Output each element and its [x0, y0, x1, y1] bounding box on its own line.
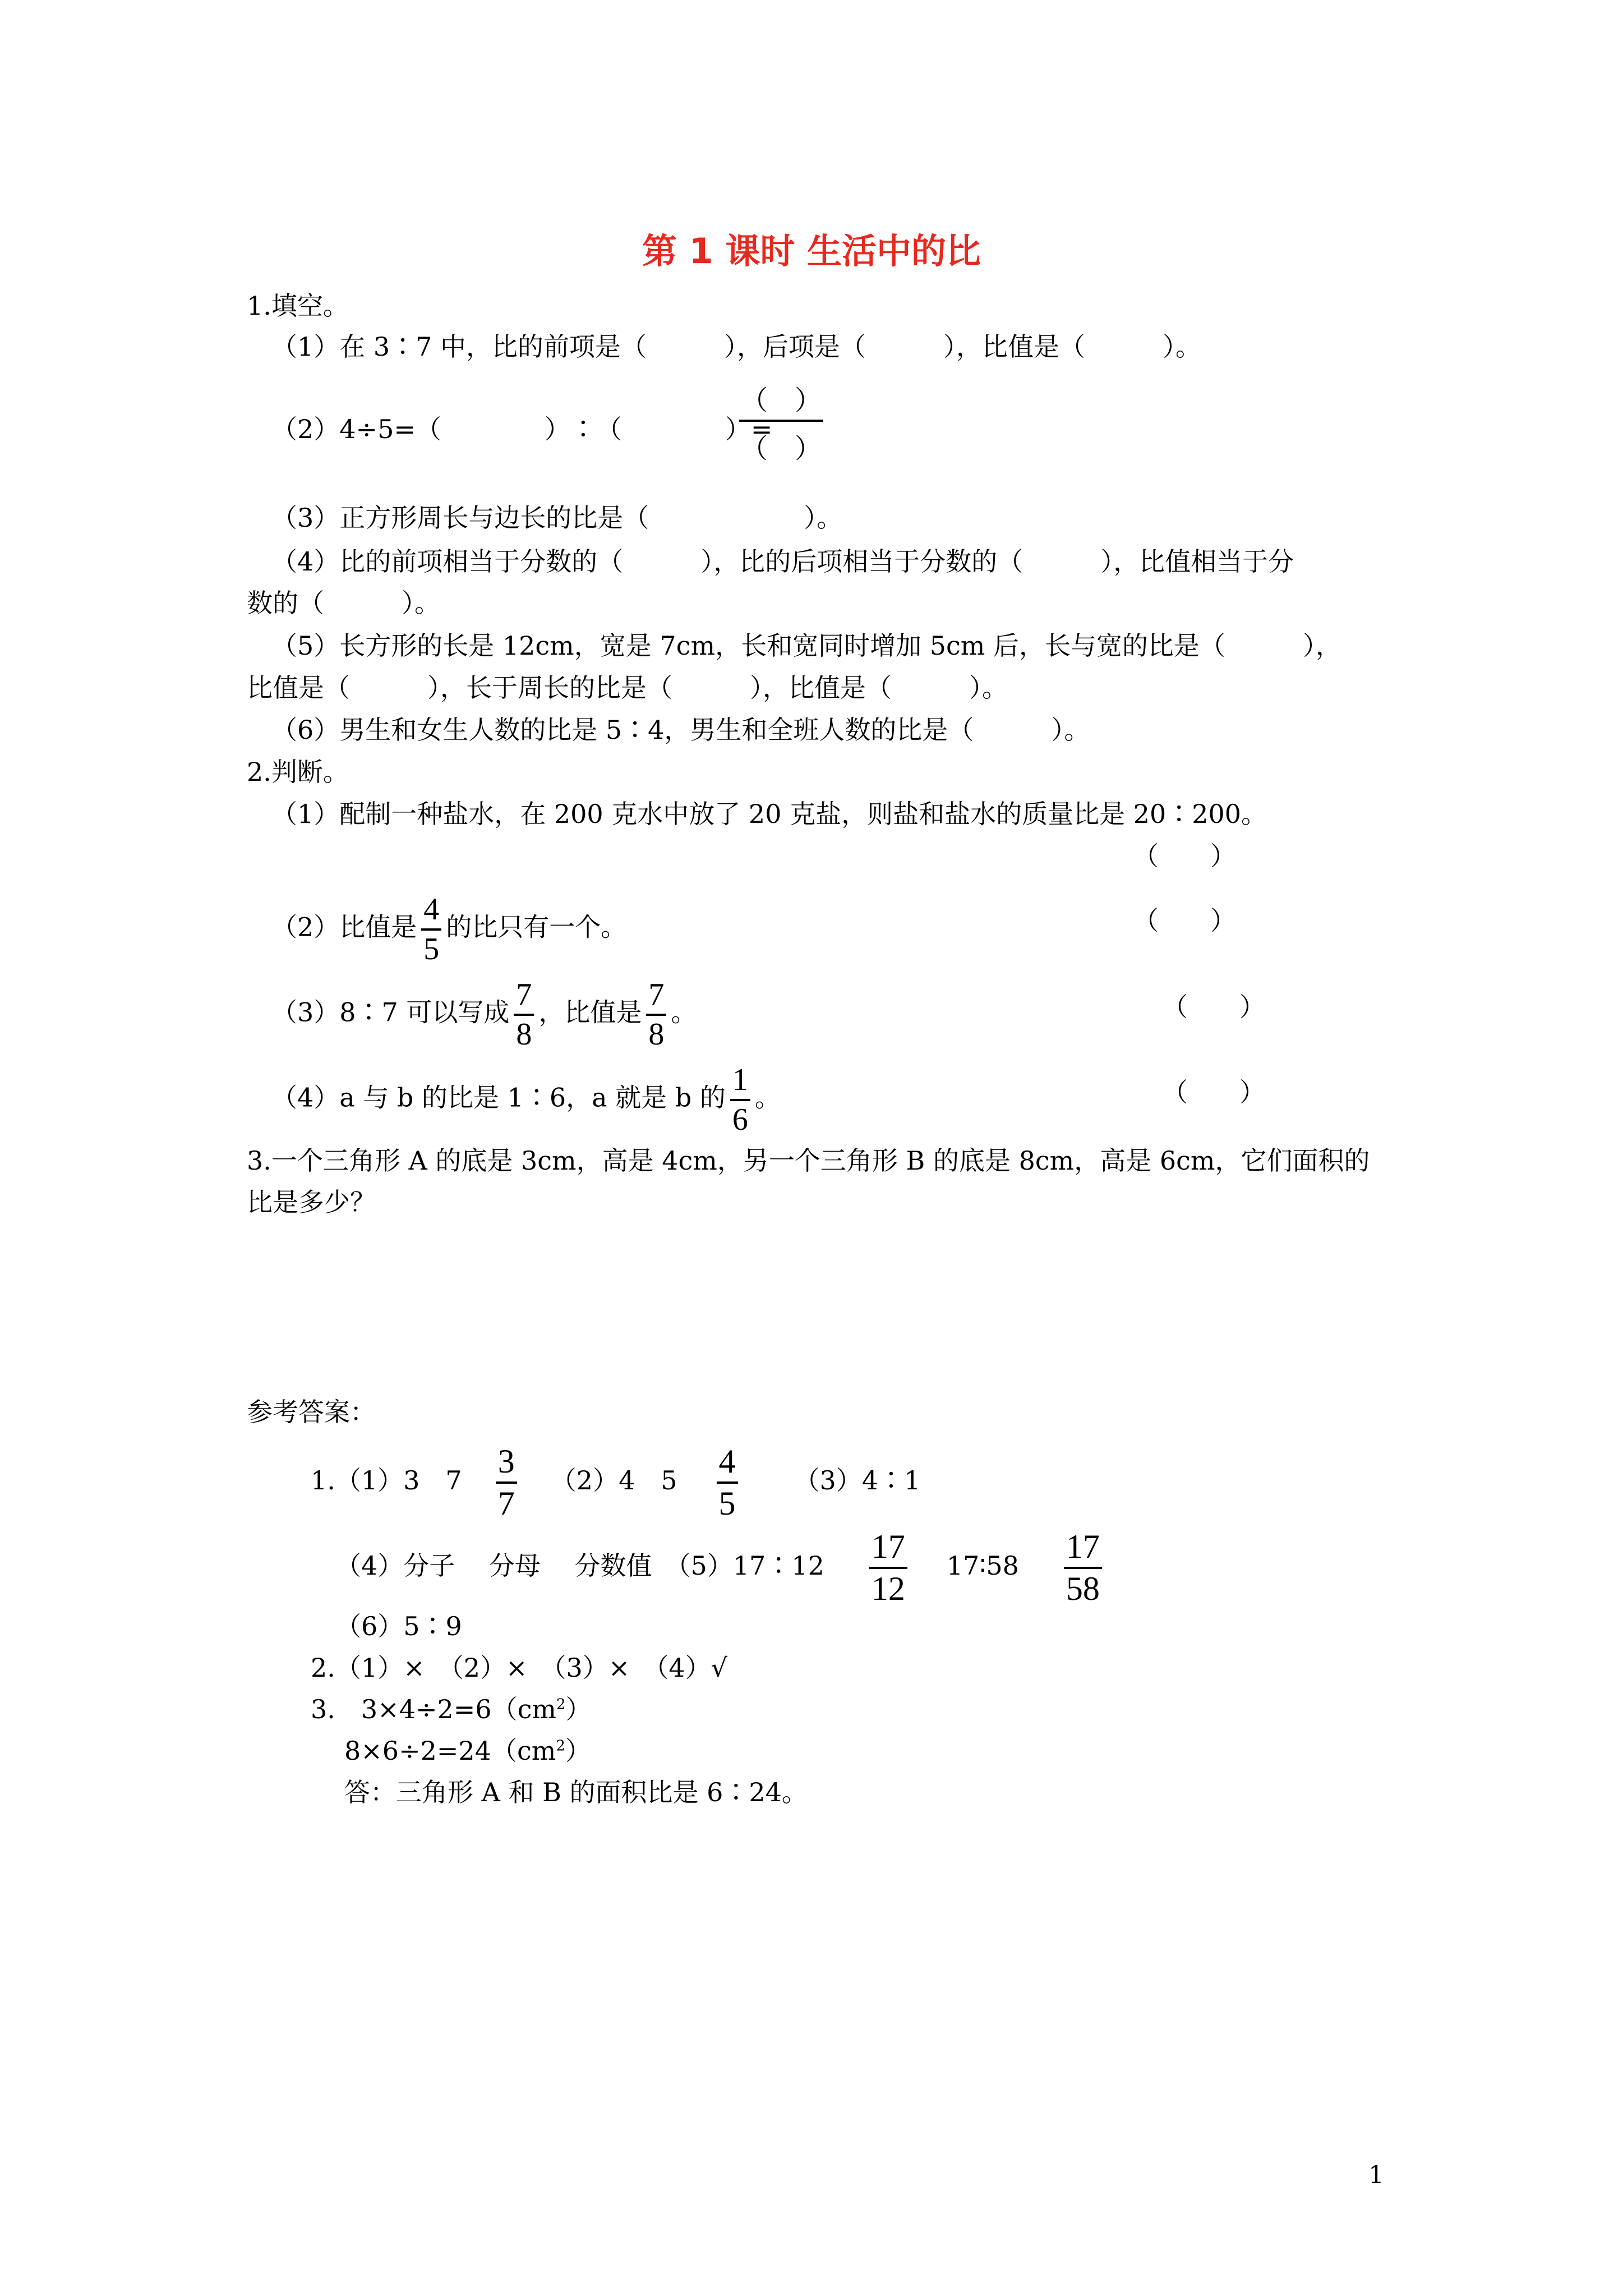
- denominator: 12: [871, 1570, 905, 1608]
- answers-heading: 参考答案：: [247, 1397, 376, 1427]
- superscript: 2: [556, 1737, 565, 1755]
- answer1-row2-part1: （4）分子 分母 分数值 （5）17∶12: [335, 1550, 824, 1581]
- answer3-line1: [311, 1696, 592, 1722]
- numerator: 1: [730, 1062, 750, 1101]
- numerator: 3: [496, 1443, 517, 1484]
- section1-q2-blank-fraction: [739, 385, 823, 464]
- answer1-part3: （3）4∶1: [794, 1465, 921, 1496]
- section2-heading: 2.判断。: [247, 757, 349, 787]
- section1-q5-line1: （5）长方形的长是 12cm，宽是 7cm，长和宽同时增加 5cm 后，长与宽的比是（ ），: [271, 631, 1341, 661]
- answer1-row3: （6）5∶9: [335, 1611, 462, 1641]
- section1-heading: 1.填空。: [247, 291, 349, 321]
- close-paren: ）: [565, 1694, 592, 1724]
- section3-line1: 3.一个三角形 A 的底是 3cm，高是 4cm，另一个三角形 B 的底是 8cm，高是 6cm，它们面积的: [247, 1145, 1370, 1176]
- q2-prefix: （2）比值是: [271, 912, 417, 942]
- numerator: 4: [717, 1443, 738, 1484]
- page-title: 第 1 课时 生活中的比: [642, 231, 981, 272]
- answer3-calc1: 3. 3×4÷2=6（cm: [311, 1694, 556, 1724]
- blank-numerator: （ ）: [740, 385, 822, 416]
- section2-q2: [271, 892, 626, 967]
- fraction-1-6: [730, 1062, 750, 1137]
- fraction-bar: [739, 420, 823, 422]
- denominator: 6: [732, 1102, 748, 1137]
- denominator: 8: [516, 1016, 532, 1052]
- fraction-4-5: [421, 892, 441, 967]
- answer1-part2: （2）4 5: [550, 1465, 677, 1496]
- denominator: 58: [1066, 1570, 1100, 1608]
- superscript: 2: [556, 1696, 566, 1713]
- blank-denominator: （ ）: [740, 433, 822, 464]
- denominator: 8: [648, 1016, 665, 1052]
- answer3-conclusion: 答：三角形 A 和 B 的面积比是 6∶24。: [344, 1777, 808, 1807]
- section1-q5-line2: 比值是（ ），长于周长的比是（ ），比值是（ ）。: [247, 673, 1008, 703]
- q3-mid: ，比值是: [538, 997, 642, 1028]
- numerator: 7: [514, 977, 534, 1016]
- denominator: 5: [423, 931, 440, 967]
- section1-q4-line1: （4）比的前项相当于分数的（ ），比的后项相当于分数的（ ），比值相当于分: [271, 546, 1294, 577]
- section1-q4-line2: 数的（ ）。: [247, 588, 440, 618]
- page-number: 1: [1368, 2161, 1384, 2189]
- close-paren: ）: [565, 1736, 591, 1766]
- fraction-3-7: [496, 1443, 517, 1522]
- answer1-row1: [311, 1443, 920, 1522]
- section1-q3: （3）正方形周长与边长的比是（ ）。: [271, 503, 843, 533]
- q2-suffix: 的比只有一个。: [446, 912, 627, 942]
- q3-suffix: 。: [671, 997, 697, 1028]
- section1-q1: （1）在 3∶7 中，比的前项是（ ），后项是（ ），比值是（ ）。: [271, 332, 1202, 362]
- answer1-part1: 1.（1）3 7: [311, 1465, 462, 1496]
- answer3-calc2: 8×6÷2=24（cm: [344, 1736, 556, 1766]
- numerator: 17: [1064, 1528, 1102, 1569]
- fraction-17-12: [869, 1528, 907, 1608]
- q4-prefix: （4）a 与 b 的比是 1∶6，a 就是 b 的: [271, 1082, 726, 1113]
- denominator: 7: [497, 1485, 515, 1522]
- numerator: 4: [421, 892, 441, 931]
- section1-q2-prefix: （2）4÷5=（ ）∶（ ）=: [271, 414, 773, 444]
- section2-q1-answer-paren: （ ）: [1133, 841, 1236, 871]
- answer1-row2-part2: 17∶58: [946, 1550, 1019, 1581]
- answer1-row2: [335, 1528, 1102, 1608]
- fraction-7-8-value: [646, 977, 666, 1052]
- fraction-7-8: [514, 977, 534, 1052]
- section2-q4: [271, 1062, 781, 1137]
- answer3-line2: [344, 1738, 591, 1764]
- numerator: 7: [646, 977, 666, 1016]
- section2-q3-answer-paren: （ ）: [1162, 992, 1265, 1022]
- q4-suffix: 。: [754, 1082, 781, 1113]
- numerator: 17: [869, 1528, 907, 1569]
- fraction-17-58: [1064, 1528, 1102, 1608]
- answer2: 2.（1）× （2）× （3）× （4）√: [311, 1653, 727, 1683]
- section1-q6: （6）男生和女生人数的比是 5∶4，男生和全班人数的比是（ ）。: [271, 715, 1090, 745]
- section2-q2-answer-paren: （ ）: [1133, 905, 1236, 936]
- section2-q1: （1）配制一种盐水，在 200 克水中放了 20 克盐，则盐和盐水的质量比是 20∶200。: [271, 799, 1267, 829]
- section2-q3: [271, 977, 697, 1052]
- section3-line2: 比是多少？: [247, 1187, 376, 1217]
- q3-prefix: （3）8∶7 可以写成: [271, 997, 510, 1028]
- fraction-4-5-answer: [717, 1443, 738, 1522]
- section2-q4-answer-paren: （ ）: [1162, 1077, 1265, 1107]
- denominator: 5: [718, 1485, 736, 1522]
